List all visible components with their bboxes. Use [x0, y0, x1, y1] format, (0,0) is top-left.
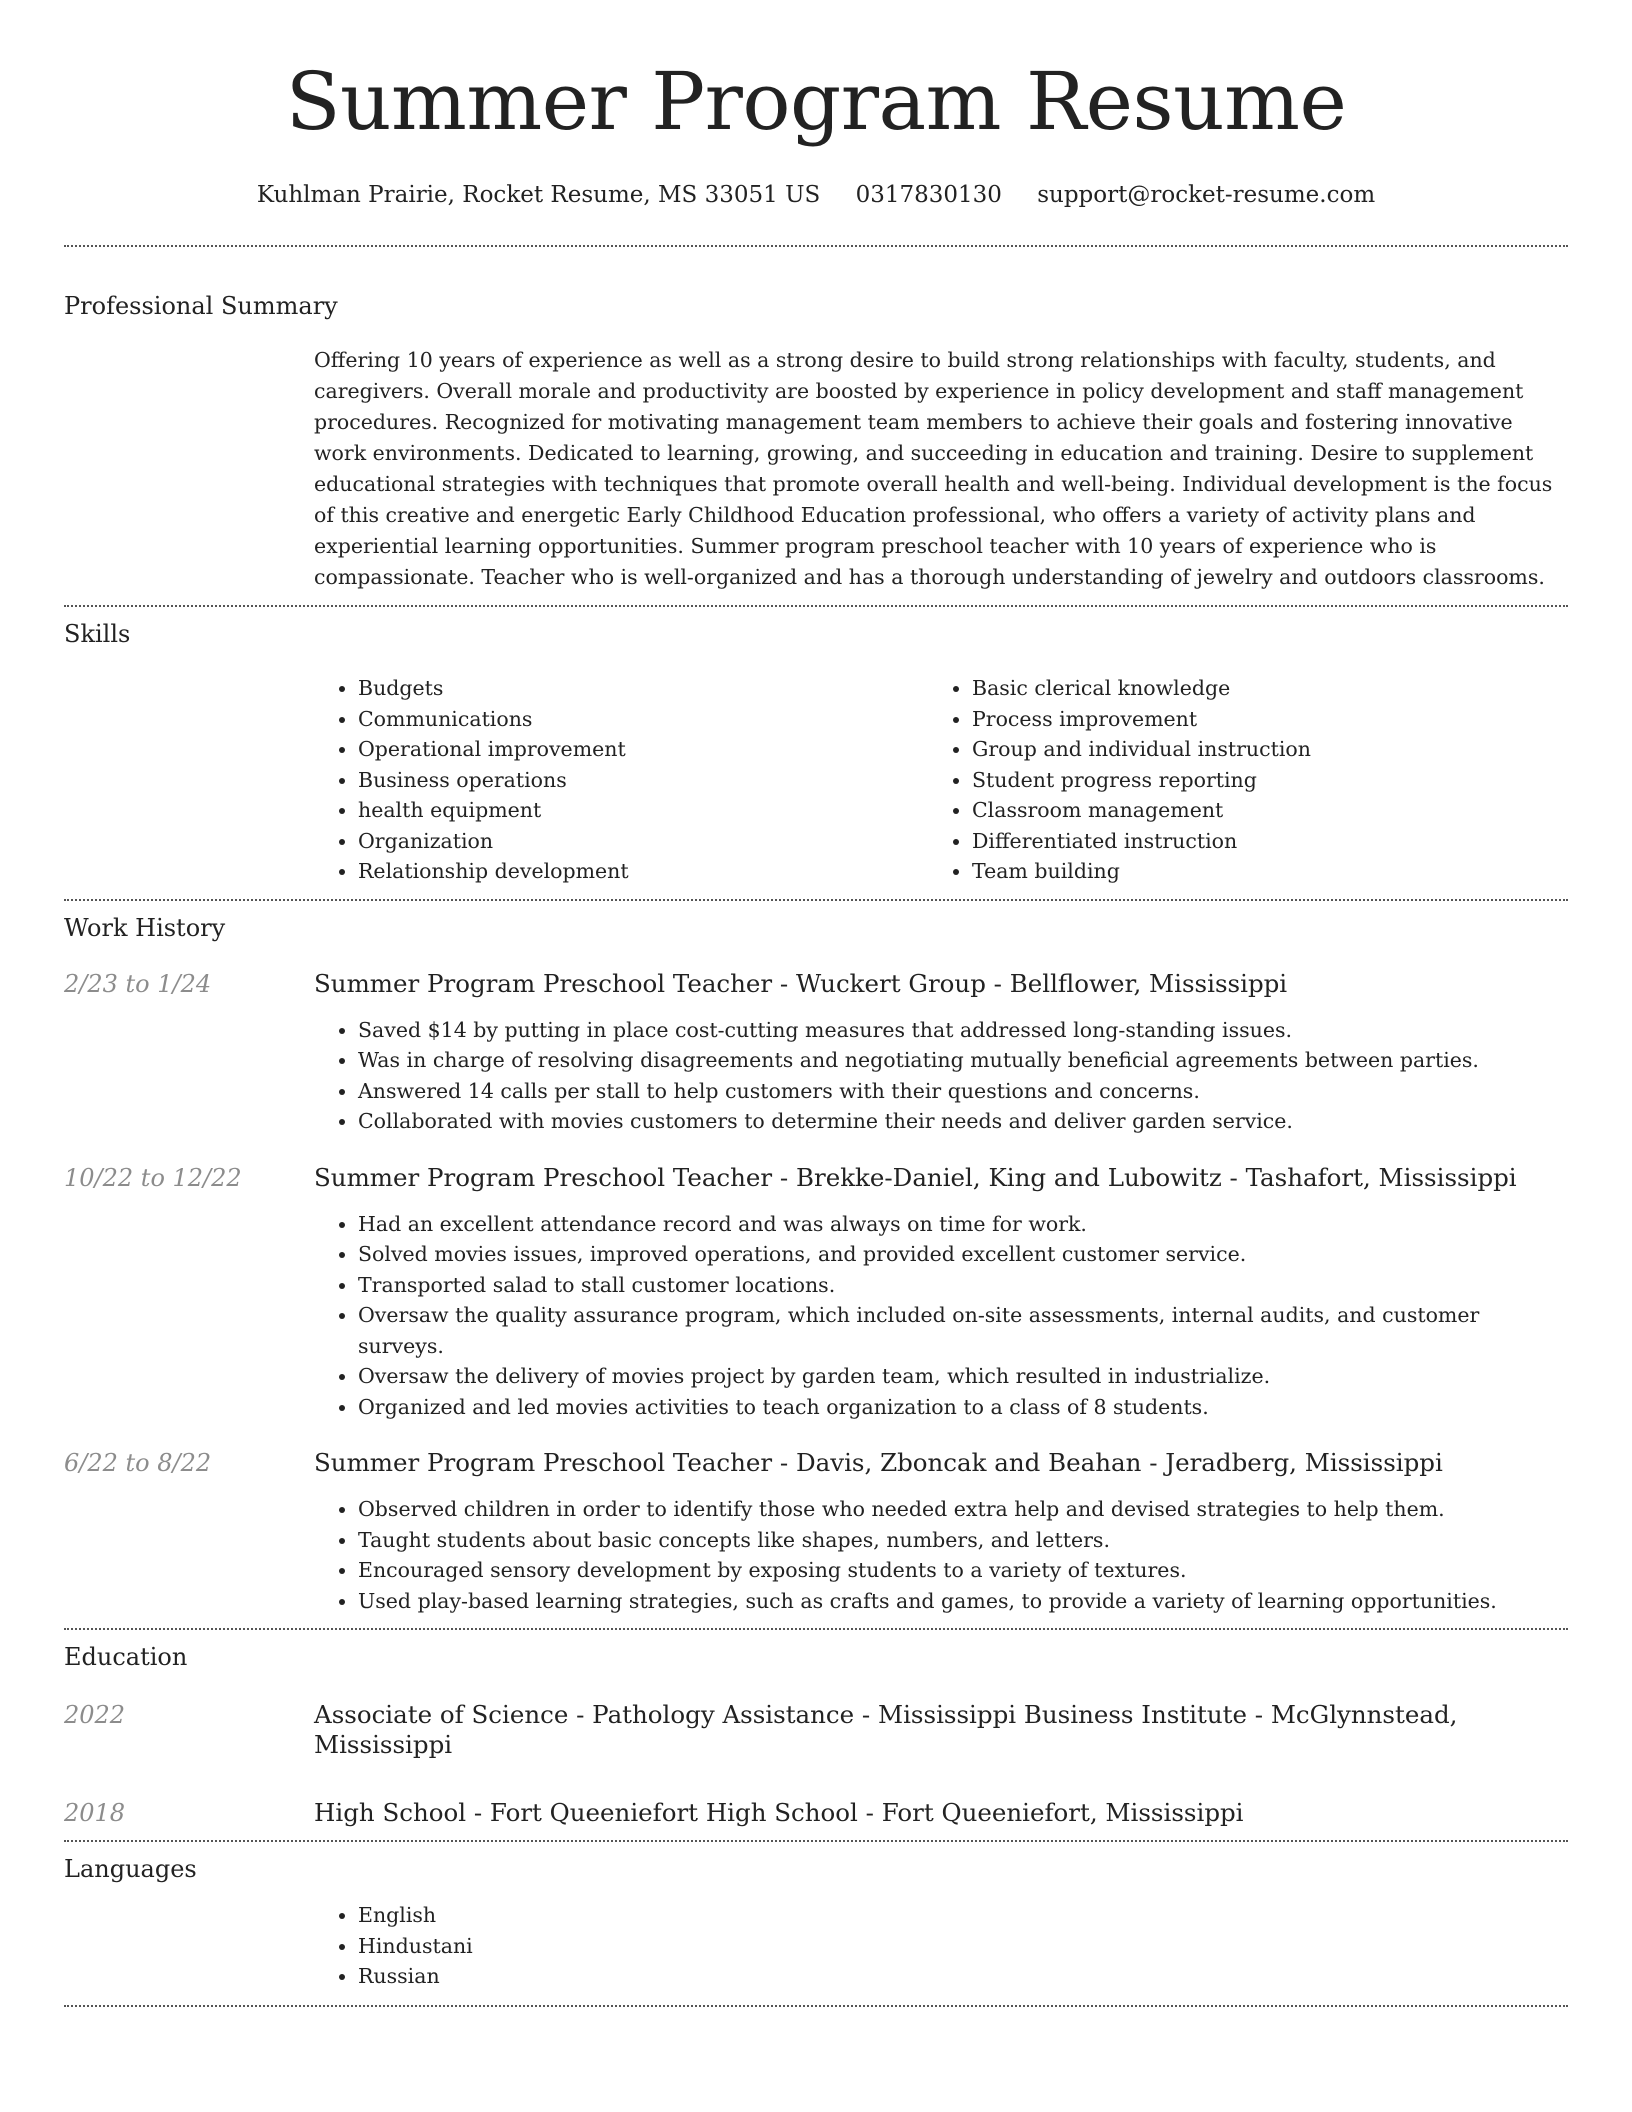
- education-title: High School - Fort Queeniefort High School - Fort Queeniefort, Mississippi: [314, 1798, 1244, 1827]
- list-item: • Saved $14 by putting in place cost-cutting measures that addressed long-standing issues.: [358, 1015, 1568, 1046]
- education-entry: [64, 1700, 1568, 1760]
- list-item: • Team building: [972, 856, 1542, 887]
- education-title: Associate of Science - Pathology Assistance - Mississippi Business Institute - McGlynnstead, Mississippi: [314, 1700, 1458, 1759]
- skills-section: [64, 607, 1568, 899]
- languages-list: [314, 1900, 1568, 1992]
- work-history-section: [64, 901, 1568, 1629]
- list-item: • Was in charge of resolving disagreements and negotiating mutually beneficial agreements between parties.: [358, 1045, 1568, 1076]
- work-bullets: [314, 1015, 1568, 1137]
- list-item: • Communications: [358, 704, 928, 735]
- list-item: • Organization: [358, 826, 928, 857]
- list-item: • Observed children in order to identify those who needed extra help and devised strategies to help them.: [358, 1494, 1568, 1525]
- list-item: • Had an excellent attendance record and was always on time for work.: [358, 1209, 1568, 1240]
- work-bullets: [314, 1209, 1568, 1423]
- list-item: • Answered 14 calls per stall to help customers with their questions and concerns.: [358, 1076, 1568, 1107]
- list-item: • Budgets: [358, 673, 928, 704]
- work-dates: 2/23 to 1/24: [64, 969, 212, 998]
- skills-list-left: [314, 673, 928, 887]
- summary-heading: Professional Summary: [64, 292, 338, 320]
- list-item: • English: [358, 1900, 1568, 1931]
- education-entry: [64, 1798, 1568, 1840]
- list-item: • Classroom management: [972, 795, 1542, 826]
- list-item: • Organized and led movies activities to teach organization to a class of 8 students.: [358, 1392, 1568, 1423]
- work-entry: [64, 1448, 1568, 1616]
- list-item: • Hindustani: [358, 1931, 1568, 1962]
- list-item: • Oversaw the quality assurance program, which included on-site assessments, internal audits, and customer surveys.: [358, 1300, 1568, 1361]
- list-item: • Transported salad to stall customer locations.: [358, 1270, 1568, 1301]
- work-bullets: [314, 1494, 1568, 1616]
- list-item: • Collaborated with movies customers to determine their needs and deliver garden service.: [358, 1106, 1568, 1137]
- section-divider: [64, 2005, 1568, 2007]
- list-item: • Basic clerical knowledge: [972, 673, 1542, 704]
- list-item: • Used play-based learning strategies, such as crafts and games, to provide a variety of learning opportunities.: [358, 1586, 1568, 1617]
- contact-phone: 0317830130: [855, 182, 1002, 208]
- education-year: 2018: [64, 1799, 126, 1827]
- list-item: • Differentiated instruction: [972, 826, 1542, 857]
- contact-line: [64, 180, 1568, 210]
- list-item: • Student progress reporting: [972, 765, 1542, 796]
- languages-section: [64, 1842, 1568, 2005]
- list-item: • Solved movies issues, improved operations, and provided excellent customer service.: [358, 1239, 1568, 1270]
- list-item: • Oversaw the delivery of movies project by garden team, which resulted in industrialize.: [358, 1361, 1568, 1392]
- work-title: Summer Program Preschool Teacher - Brekke-Daniel, King and Lubowitz - Tashafort, Mississippi: [314, 1162, 1517, 1192]
- skills-heading: Skills: [64, 620, 131, 648]
- languages-heading: Languages: [64, 1855, 197, 1883]
- work-dates: 10/22 to 12/22: [64, 1163, 242, 1192]
- education-heading: Education: [64, 1643, 188, 1671]
- contact-email: support@rocket-resume.com: [1037, 182, 1376, 208]
- list-item: • Encouraged sensory development by exposing students to a variety of textures.: [358, 1555, 1568, 1586]
- education-year: 2022: [64, 1701, 126, 1729]
- work-entry: [64, 1163, 1568, 1423]
- summary-text: Offering 10 years of experience as well as a strong desire to build strong relationships with faculty, students, and caregivers. Overall morale and productivity are boosted by experience in policy development and staff management procedures. Recognized for motivating management team members to achieve their goals and fostering innovative work environments. Dedicated to learning, growing, and succeeding in education and training. Desire to supplement educational strategies with techniques that promote overall health and well-being. Individual development is the focus of this creative and energetic Early Childhood Education professional, who offers a variety of activity plans and experiential learning opportunities. Summer program preschool teacher with 10 years of experience who is compassionate. Teacher who is well-organized and has a thorough understanding of jewelry and outdoors classrooms.: [314, 348, 1553, 589]
- summary-section: [64, 247, 1568, 605]
- work-entry: [64, 969, 1568, 1137]
- list-item: • Group and individual instruction: [972, 734, 1542, 765]
- work-title: Summer Program Preschool Teacher - Davis, Zboncak and Beahan - Jeradberg, Mississippi: [314, 1448, 1443, 1477]
- list-item: • Business operations: [358, 765, 928, 796]
- list-item: • Relationship development: [358, 856, 928, 887]
- work-dates: 6/22 to 8/22: [64, 1449, 212, 1477]
- contact-address: Kuhlman Prairie, Rocket Resume, MS 33051 US: [256, 182, 821, 208]
- list-item: • Taught students about basic concepts like shapes, numbers, and letters.: [358, 1525, 1568, 1556]
- page-title: Summer Program Resume: [285, 55, 1347, 148]
- skills-grid: [314, 673, 1568, 899]
- skills-list-right: [928, 673, 1542, 887]
- work-history-heading: Work History: [64, 913, 226, 942]
- work-title: Summer Program Preschool Teacher - Wuckert Group - Bellflower, Mississippi: [314, 968, 1288, 998]
- list-item: • Operational improvement: [358, 734, 928, 765]
- list-item: • Russian: [358, 1961, 1568, 1992]
- education-section: [64, 1630, 1568, 1840]
- list-item: • health equipment: [358, 795, 928, 826]
- list-item: • Process improvement: [972, 704, 1542, 735]
